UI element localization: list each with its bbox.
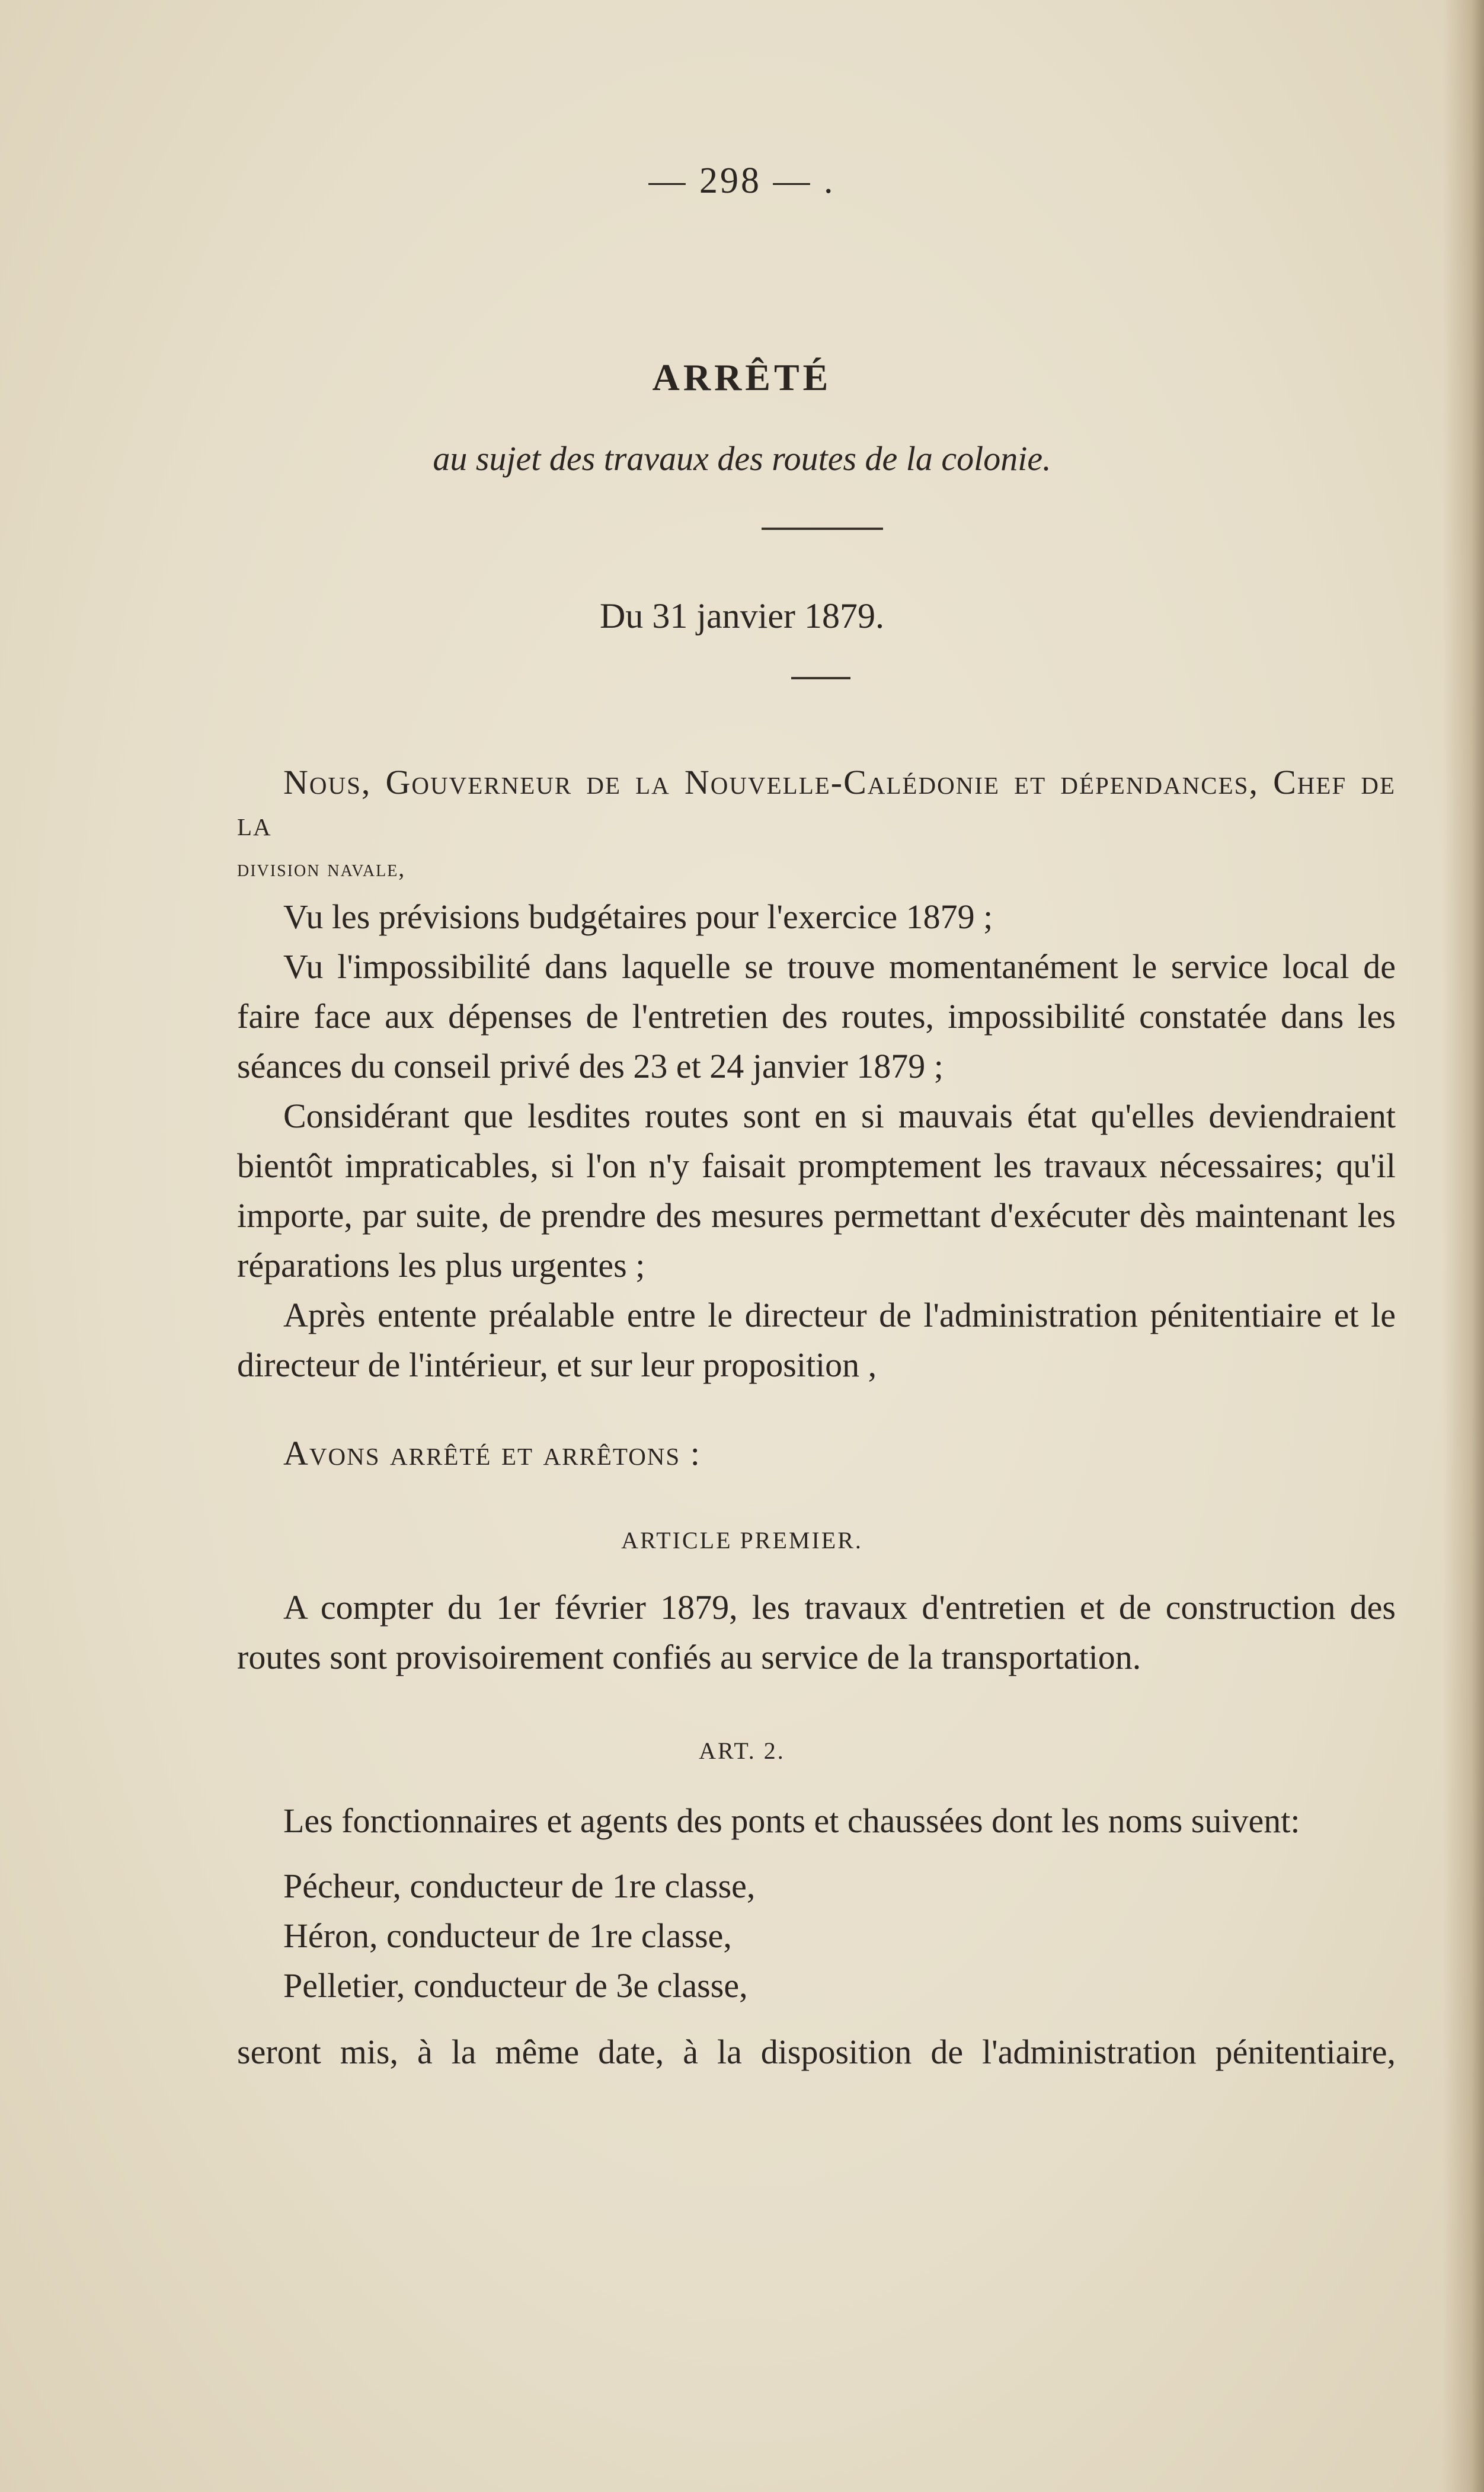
name-item-pelletier: Pelletier, conducteur de 3e classe,: [283, 1966, 748, 2005]
article-1: [237, 1583, 1396, 1682]
article-2-intro: Les fonctionnaires et agents des ponts et chaussées dont les noms suivent:: [283, 1801, 1300, 1840]
name-item-heron: Héron, conducteur de 1re classe,: [283, 1916, 732, 1955]
preamble-line-1: Nous, Gouverneur de la Nouvelle-Calédonie et dépendances, Chef de la: [237, 763, 1396, 843]
preamble-line-2: division navale,: [237, 855, 406, 881]
considerations: [237, 892, 1396, 1390]
document-subtitle: au sujet des travaux des routes de la colonie.: [433, 439, 1051, 478]
article-2-heading: ART. 2.: [699, 1737, 785, 1764]
consideration-2: Vu l'impossibilité dans laquelle se trouve momentanément le service local de faire face aux dépenses de l'entretien des routes, impossibilité constatée dans les séances du conseil privé des 23 et 24 janvier 1879 ;: [237, 947, 1396, 1085]
title-divider: [762, 528, 883, 530]
consideration-4: Après entente préalable entre le directeur de l'administration pénitentiaire et le directeur de l'intérieur, et sur leur proposition ,: [237, 1296, 1396, 1384]
decree-formula: Avons arrêté et arrêtons :: [283, 1434, 701, 1472]
page-number: — 298 — .: [648, 161, 836, 201]
decree-formula-block: [237, 1429, 1396, 1478]
consideration-1: Vu les prévisions budgétaires pour l'exercice 1879 ;: [283, 897, 993, 936]
article-2-continuation: seront mis, à la même date, à la disposition de l'administration pénitentiaire,: [237, 2033, 1396, 2071]
document-title: ARRÊTÉ: [652, 356, 832, 398]
consideration-3: Considérant que lesdites routes sont en si mauvais état qu'elles deviendraient bientôt impraticables, si l'on n'y faisait promptement les travaux nécessaires; qu'il importe, par suite, de prendre des mesures permettant d'exécuter dès maintenant les réparations les plus urgentes ;: [237, 1097, 1396, 1285]
name-item-pecheur: Pécheur, conducteur de 1re classe,: [283, 1867, 756, 1905]
article-1-text: A compter du 1er février 1879, les travaux d'entretien et de construction des routes sont provisoirement confiés au service de la transportation.: [237, 1588, 1396, 1676]
names-list: [283, 1861, 755, 2011]
article-1-heading: ARTICLE PREMIER.: [621, 1527, 863, 1554]
article-2-intro-block: [237, 1796, 1396, 1846]
preamble: [237, 762, 1396, 892]
date-divider: [791, 677, 850, 679]
document-date: Du 31 janvier 1879.: [600, 596, 884, 635]
